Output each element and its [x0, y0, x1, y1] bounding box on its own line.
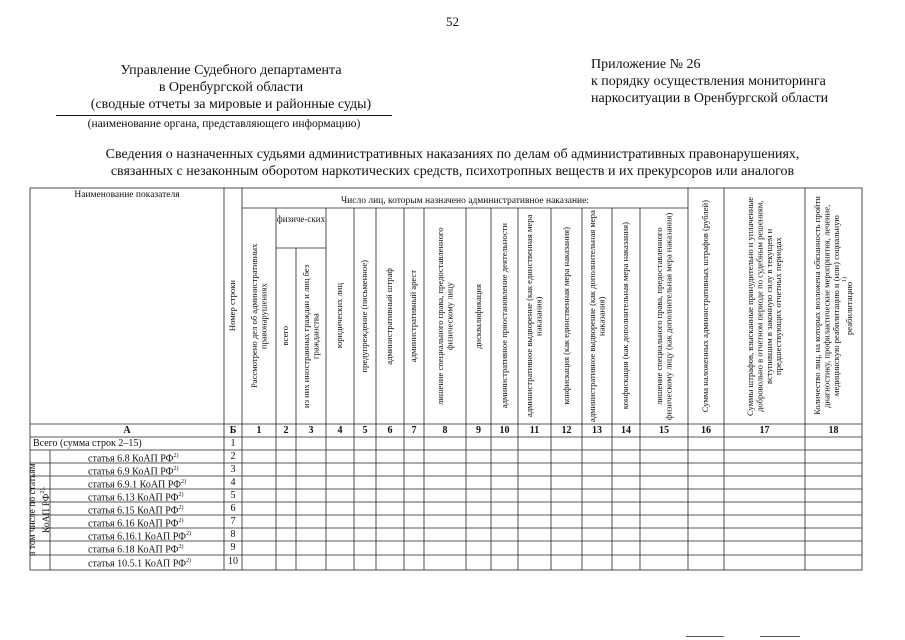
column-number-cell: 4 [337, 425, 343, 436]
column-number-cell: А [123, 425, 131, 436]
col-header-deprivation: лишение специального права, предоставленного физическому лицу [434, 227, 454, 405]
header-indicator-name: Наименование показателя [74, 190, 180, 200]
article-row-number: 2 [230, 451, 236, 462]
column-number-cell: 13 [592, 425, 602, 436]
column-number-cell: 18 [828, 425, 839, 436]
org-line-1: Управление Судебного департамента [120, 63, 342, 78]
col-header-expulsion-additional: административное выдворение (как дополнительная мера наказания) [586, 210, 606, 422]
appendix-line-3: наркоситуации в Оренбургской области [591, 91, 829, 106]
col-header-total: всего [280, 326, 291, 346]
org-caption: (наименование органа, представляющего информацию) [87, 118, 361, 130]
col-header-suspension: административное приостановление деятельности [498, 223, 509, 409]
column-number-cell: 6 [387, 425, 393, 436]
column-number-cell: 14 [621, 425, 631, 436]
article-row-number: 9 [230, 542, 236, 553]
appendix-block [591, 56, 828, 107]
column-number-cell: 9 [476, 425, 481, 436]
article-row-label: статья 6.16.1 КоАП РФ$^{2)}$ [88, 531, 192, 543]
article-row-number: 8 [230, 529, 236, 540]
column-number-cell: 1 [256, 425, 262, 436]
article-row-number: 10 [228, 556, 238, 567]
article-row-label: статья 6.18 КоАП РФ$^{2)}$ [88, 544, 184, 556]
column-number-cell: 11 [529, 425, 540, 436]
article-row-number: 7 [230, 516, 236, 527]
col-header-row-number: Номер строки [227, 280, 238, 332]
article-row-number: 6 [230, 503, 236, 514]
org-line-3: (сводные отчеты за мировые и районные суды) [90, 97, 372, 112]
page-number: 52 [446, 14, 459, 29]
col-header-warning: предупреждение (письменное) [359, 259, 370, 373]
article-row-label: статья 6.16 КоАП РФ$^{2)}$ [88, 518, 184, 530]
article-row-label: статья 6.15 КоАП РФ$^{2)}$ [88, 505, 184, 517]
org-line-2: в Оренбургской области [158, 80, 304, 95]
column-number-cell: Б [229, 425, 237, 436]
header-physical-persons: физиче-ских [276, 214, 326, 224]
article-row-number: 3 [230, 464, 236, 475]
article-row-label: статья 6.9 КоАП РФ$^{2)}$ [88, 466, 179, 478]
column-number-cell: 5 [362, 425, 368, 436]
column-number-cell: 15 [659, 425, 669, 436]
col-header-legal: юридических лиц [334, 283, 345, 349]
article-row-label: статья 6.13 КоАП РФ$^{2)}$ [88, 492, 184, 504]
col-header-arrest: административный арест [408, 269, 419, 363]
footer-rule-right [760, 636, 800, 637]
article-row-label: статья 10.5.1 КоАП РФ$^{2)}$ [88, 558, 192, 570]
column-number-cell: 7 [411, 425, 417, 436]
organization-block [60, 62, 402, 113]
col-header-foreign: из них иностранных граждан и лиц без гражданства [300, 264, 320, 408]
appendix-line-2: к порядку осуществления мониторинга [591, 74, 826, 89]
org-underline [56, 115, 392, 116]
column-number-cell: 12 [561, 425, 572, 436]
col-header-fines-sum: Сумма наложенных административных штрафов (рублей) [700, 199, 711, 413]
col-header-disqualification: дисквалификация [472, 283, 483, 349]
col-header-confiscation-additional: конфискация (как дополнительная мера наказания) [620, 222, 631, 410]
col-header-fine: административный штраф [384, 267, 395, 365]
column-number-cell: 16 [701, 425, 711, 436]
col-header-fines-paid: Суммы штрафов, взысканные принудительно и уплаченные добровольно в отчетном периоде по судебным решениям, вступившим в законную силу в текущем и предшествующих отчетных периодах [744, 196, 783, 416]
total-row-number: 1 [230, 438, 236, 449]
column-number-cell: 10 [499, 425, 510, 436]
title-line-2: связанных с незаконным оборотом наркотических средств, психотропных веществ и их прекурсоров или аналогов [110, 164, 795, 179]
column-number-cell: 3 [308, 425, 314, 436]
group-label-by-articles: в том числе по статьям КоАП $РФ^{2),}$ [27, 463, 53, 557]
article-row-label: статья 6.9.1 КоАП РФ$^{2)}$ [88, 479, 187, 491]
column-number-cell: 2 [283, 425, 289, 436]
footer-rule-left [686, 636, 724, 637]
header-group-persons: Число лиц, которым назначено административное наказание: [341, 196, 589, 206]
title-line-1: Сведения о назначенных судьями административных наказаниях по делам об административных правонарушениях, [105, 147, 800, 162]
article-row-label: статья 6.8 КоАП РФ$^{2)}$ [88, 453, 179, 465]
report-title [0, 146, 905, 180]
col-header-rehabilitation: Количество лиц, на которых возложена обязанность пройти диагностику, профилактические мероприятия, лечение, медицинскую реабилитацию и (или) социальную реабилитацию$^{1)}$ [811, 196, 854, 416]
total-row-label: Всего (сумма строк 2–15) [33, 438, 142, 449]
column-number-cell: 8 [442, 425, 448, 436]
article-row-number: 5 [230, 490, 236, 501]
article-row-number: 4 [230, 477, 236, 488]
col-header-cases: Рассмотрено дел об административных правонарушениях [248, 243, 268, 389]
col-header-confiscation-only: конфискация (как единственная мера наказания) [560, 227, 571, 405]
col-header-deprivation-additional: лишение специального права, предоставленного физическому лицу (как дополнительная мера наказания) [653, 212, 673, 420]
appendix-line-1: Приложение № 26 [591, 57, 701, 72]
column-number-cell: 17 [759, 425, 770, 436]
col-header-expulsion-only: административное выдворение (как единственная мера наказания) [524, 214, 544, 418]
